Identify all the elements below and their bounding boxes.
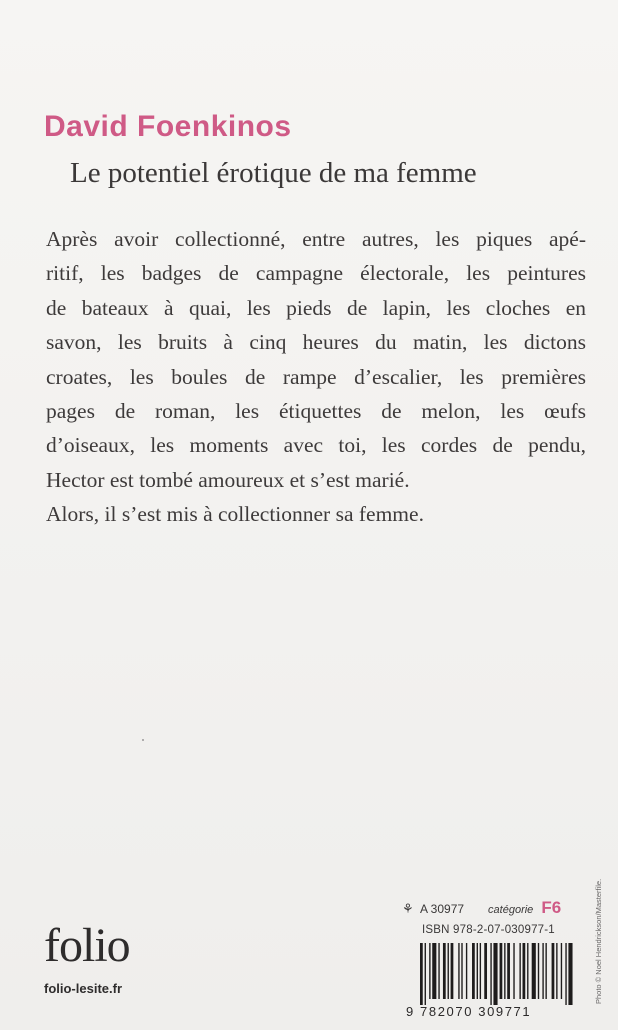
blurb-line: Après avoir collectionné, entre autres, les piques apé-	[46, 227, 586, 251]
barcode-bar	[507, 943, 510, 999]
catalog-code: A 30977	[420, 902, 465, 916]
photo-credit: Photo © Noel Hendrickson/Masterfile.	[594, 878, 603, 1004]
barcode-bar	[565, 943, 566, 1005]
publisher-website: folio-lesite.fr	[44, 981, 123, 996]
barcode-bar	[461, 943, 462, 999]
barcode-bar	[493, 943, 497, 1005]
barcode-bar	[519, 943, 520, 999]
barcode-bar	[477, 943, 478, 999]
barcode-bar	[425, 943, 426, 1005]
barcode-bar	[513, 943, 514, 999]
barcode-bar	[527, 943, 528, 999]
barcode-digits: 9 782070 309771	[406, 1004, 532, 1019]
barcode-bar	[552, 943, 555, 999]
barcode-bar	[448, 943, 449, 999]
barcode-bar	[420, 943, 423, 1005]
barcode-bar	[480, 943, 481, 999]
category-label: catégorie	[488, 904, 534, 916]
print-speck	[142, 739, 144, 741]
blurb-line: croates, les boules de rampe d’escalier, les premières	[46, 364, 586, 389]
barcode-bar	[542, 943, 543, 999]
barcode-bar	[429, 943, 430, 999]
barcode	[420, 943, 573, 1005]
barcode-bar	[561, 943, 562, 999]
barcode-bar	[504, 943, 505, 999]
barcode-bar	[438, 943, 439, 999]
author-name: David Foenkinos	[44, 110, 292, 143]
barcode-bar	[532, 943, 536, 999]
blurb-line: ritif, les badges de campagne électorale, les peintures	[46, 261, 586, 286]
barcode-bar	[484, 943, 487, 999]
barcode-bar	[451, 943, 454, 999]
category-value: F6	[541, 898, 562, 917]
barcode-bar	[523, 943, 526, 999]
barcode-bar	[500, 943, 503, 999]
barcode-bar	[466, 943, 467, 999]
isbn: ISBN 978-2-07-030977-1	[422, 924, 555, 936]
barcode-bar	[472, 943, 475, 999]
barcode-bar	[458, 943, 459, 999]
book-title: Le potentiel érotique de ma femme	[70, 157, 477, 189]
barcode-bar	[443, 943, 446, 999]
barcode-bar	[545, 943, 546, 999]
barcode-bar	[432, 943, 436, 999]
blurb-line: d’oiseaux, les moments avec toi, les cordes de pendu,	[46, 433, 586, 458]
barcode-bar	[538, 943, 539, 999]
catalog-info	[402, 898, 561, 918]
blurb-closing-line: Alors, il s’est mis à collectionner sa femme.	[46, 502, 424, 527]
blurb-line: pages de roman, les étiquettes de melon, les œufs	[46, 399, 586, 424]
folio-logo: folio	[44, 919, 130, 972]
folio-code-icon: ⚘	[402, 901, 414, 916]
blurb-line: de bateaux à quai, les pieds de lapin, les cloches en	[46, 295, 586, 320]
blurb	[46, 222, 586, 532]
blurb-line: Hector est tombé amoureux et s’est marié.	[46, 467, 410, 492]
barcode-bar	[490, 943, 491, 1005]
barcode-bar	[568, 943, 572, 1005]
barcode-bar	[556, 943, 557, 999]
blurb-line: savon, les bruits à cinq heures du matin, les dictons	[46, 330, 586, 355]
